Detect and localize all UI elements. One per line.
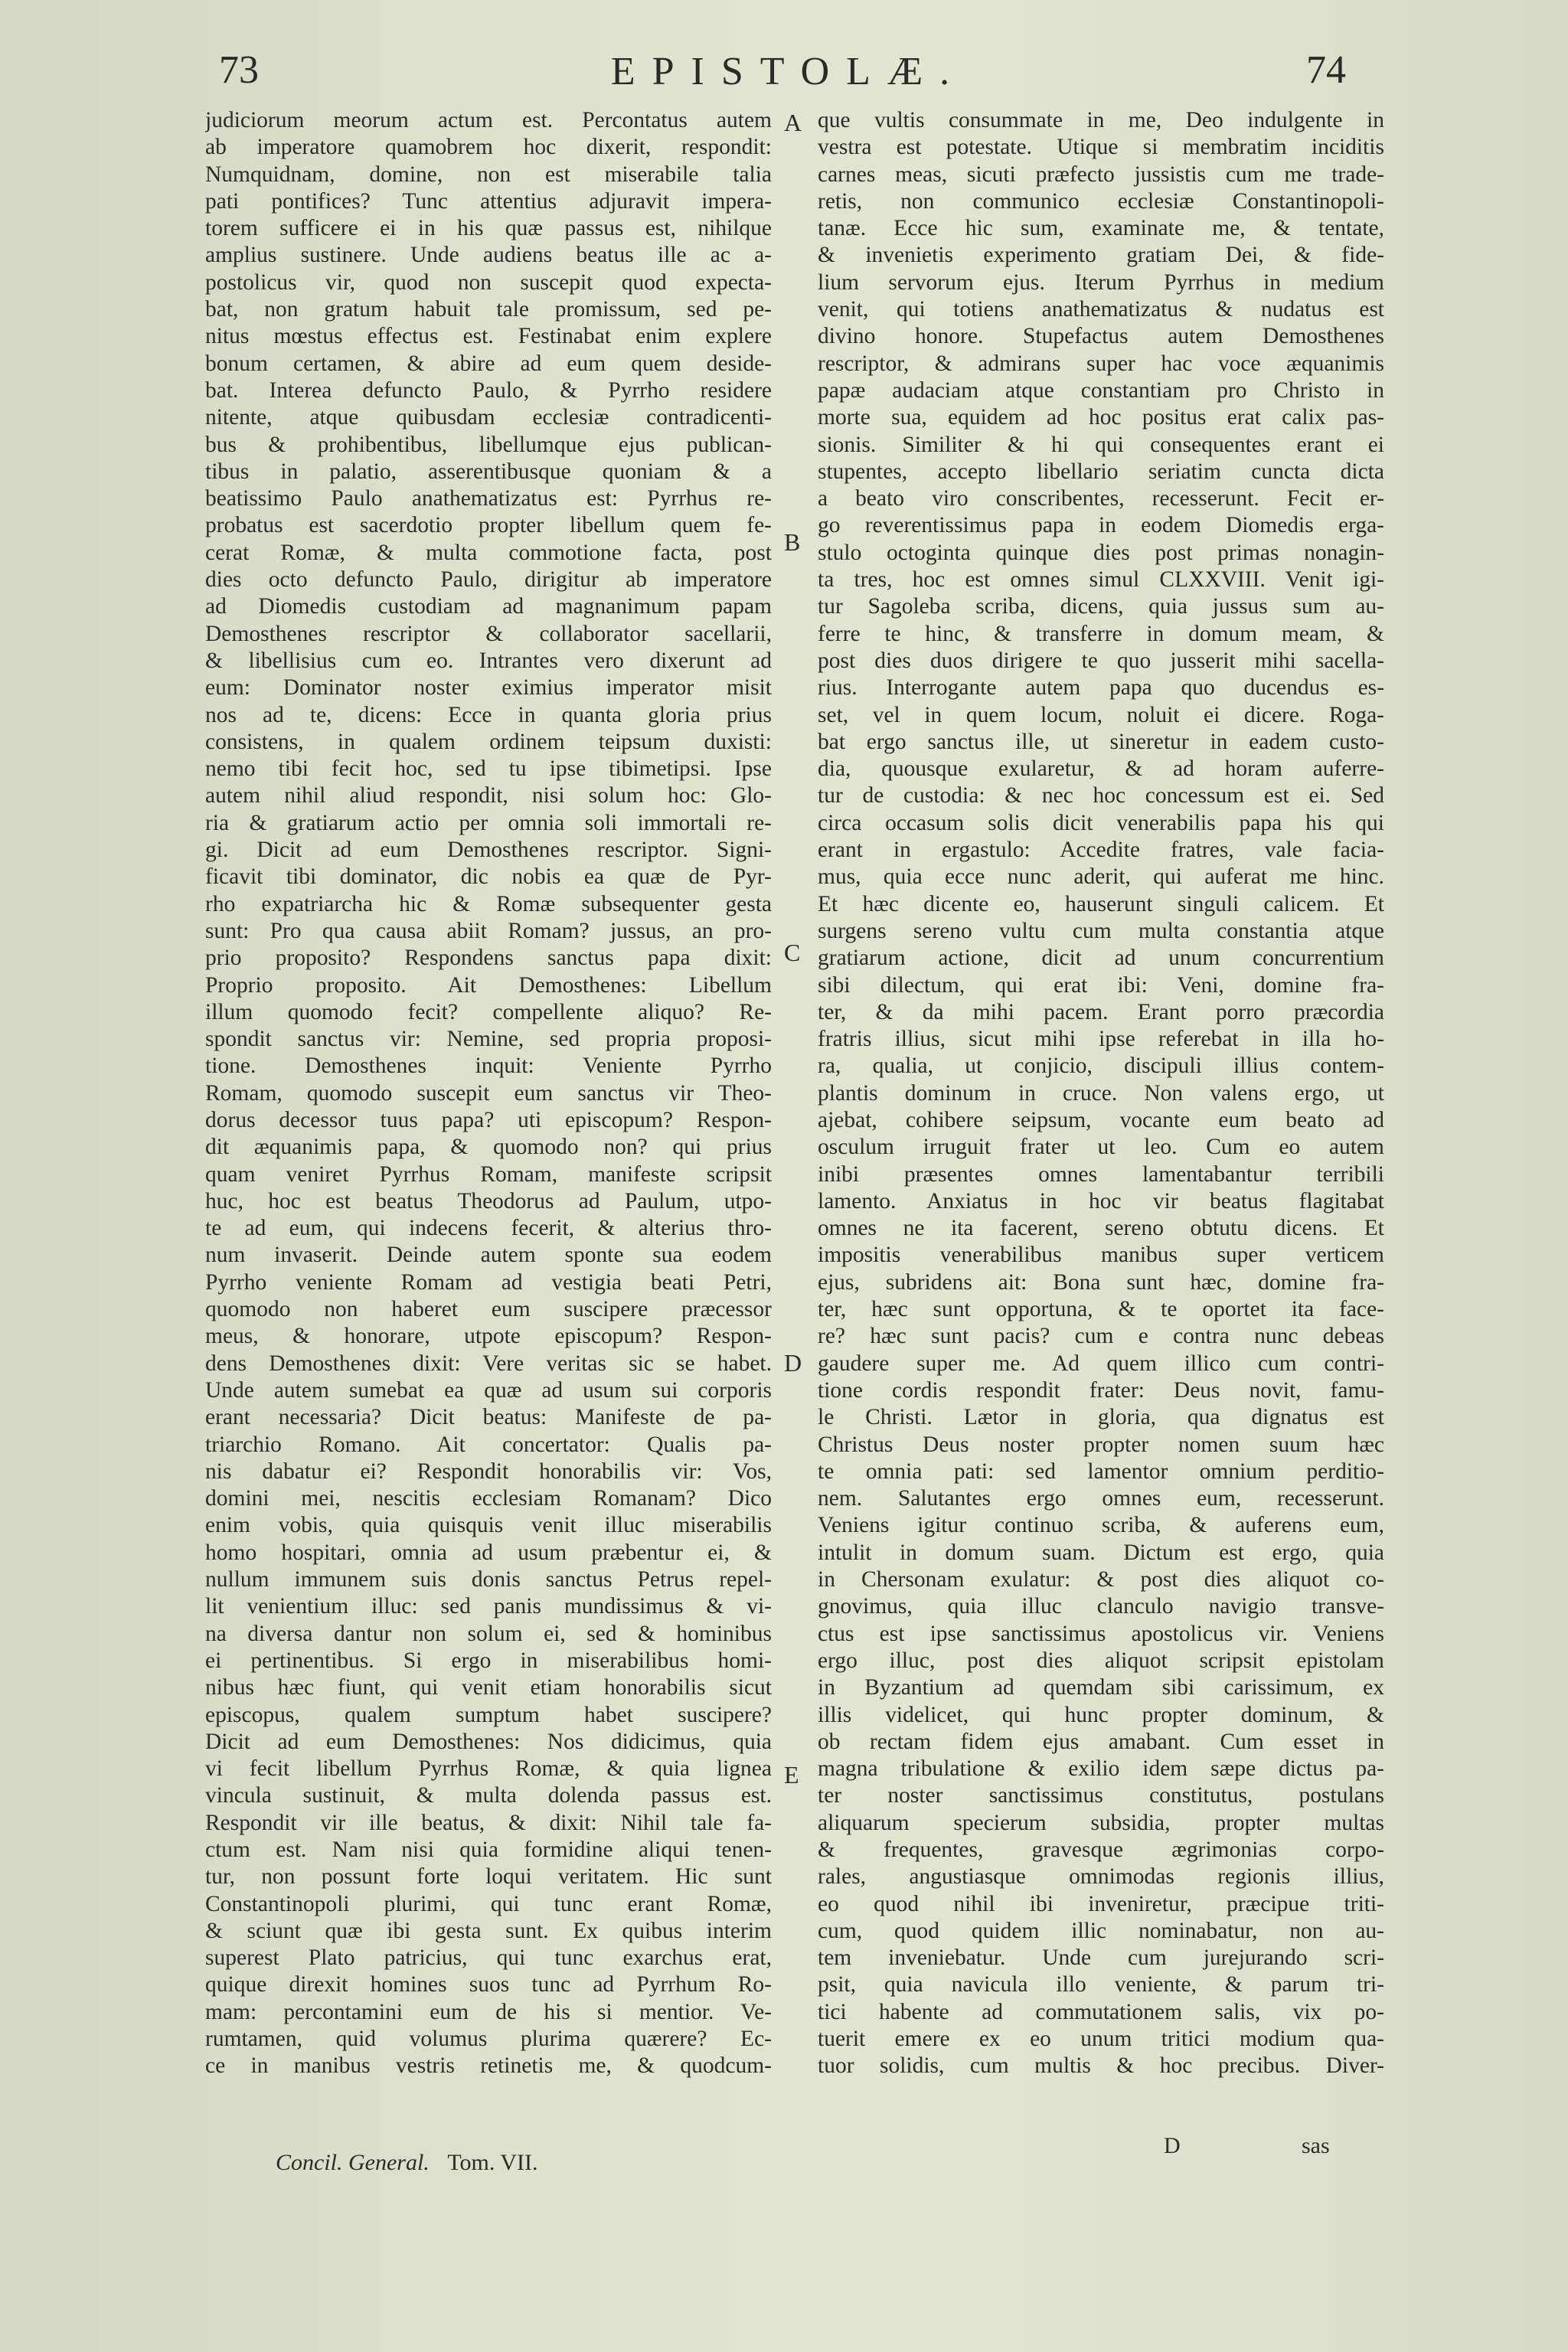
text-line: & invenietis experimento gratiam Dei, & fide- — [818, 243, 1384, 268]
text-line: fratris illius, sicut mihi ipse referebat in illa ho- — [818, 1027, 1384, 1052]
text-line: nos ad te, dicens: Ecce in quanta gloria prius — [205, 702, 772, 727]
text-line: rho expatriarcha hic & Romæ subsequenter gesta — [205, 891, 772, 916]
text-line: nitus mœstus effectus est. Festinabat enim explere — [205, 324, 772, 349]
text-line: tanæ. Ecce hic sum, examinate me, & tentate, — [818, 216, 1384, 241]
text-line: sunt: Pro qua causa abiit Romam? jussus, an pro- — [205, 918, 772, 943]
text-line: tur Sagoleba scriba, dicens, quia jussus sum au- — [818, 594, 1384, 619]
text-line: gaudere super me. Ad quem illico cum contri- — [818, 1351, 1384, 1376]
text-line: morte sua, equidem ad hoc positus erat calix pas- — [818, 405, 1384, 430]
text-line: prio proposito? Respondens sanctus papa dixit: — [205, 946, 772, 971]
text-line: tur de custodia: & nec hoc concessum est ei. Sed — [818, 783, 1384, 808]
signature-tom: Tom. VII. — [447, 2150, 538, 2175]
text-line: quique direxit homines suos tunc ad Pyrrhum Ro- — [205, 1972, 772, 1998]
text-line: re? hæc sunt pacis? cum e contra nunc debeas — [818, 1324, 1384, 1349]
text-line: tem inveniebatur. Unde cum jurejurando scri- — [818, 1945, 1384, 1971]
text-line: ajebat, cohibere seipsum, vocante eum beato ad — [818, 1107, 1384, 1132]
text-line: venit, qui totiens anathematizatus & nudatus est — [818, 297, 1384, 322]
text-line: Numquidnam, domine, non est miserabile talia — [205, 162, 772, 187]
text-line: carnes meas, sicuti præfecto jussistis cum me trade- — [818, 162, 1384, 187]
text-line: judiciorum meorum actum est. Percontatus autem — [205, 108, 772, 132]
text-line: ferre te hinc, & transferre in domum meam, & — [818, 621, 1384, 646]
text-line: gnovimus, quia illuc clanculo navigio transve- — [818, 1594, 1384, 1619]
text-line: ta tres, hoc est omnes simul CLXXVIII. Venit igi- — [818, 567, 1384, 593]
running-title: EPISTOLÆ. — [610, 50, 967, 93]
text-line: erant in ergastulo: Accedite fratres, vale facia- — [818, 838, 1384, 863]
text-line: dit æquanimis papa, & quomodo non? qui prius — [205, 1135, 772, 1160]
text-line: rumtamen, quid volumus plurima quærere? Ec- — [205, 2027, 772, 2052]
text-line: mus, quia ecce nunc aderit, qui auferat me hinc. — [818, 864, 1384, 890]
text-line: episcopus, qualem sumptum habet suscipere? — [205, 1702, 772, 1727]
margin-letter-b: B — [784, 528, 801, 556]
text-line: Veniens igitur continuo scriba, & auferens eum, — [818, 1513, 1384, 1538]
text-line: gratiarum actione, dicit ad unum concurrentium — [818, 946, 1384, 971]
text-line: num invaserit. Deinde autem sponte sua eodem — [205, 1243, 772, 1268]
text-line: ficavit tibi dominator, dic nobis ea quæ de Pyr- — [205, 864, 772, 890]
text-line: & frequentes, gravesque ægrimonias corpo- — [818, 1838, 1384, 1862]
margin-letter-e: E — [784, 1761, 799, 1788]
text-line: quam veniret Pyrrhus Romam, manifeste scripsit — [205, 1161, 772, 1187]
text-line: aliquarum specierum subsidia, propter multas — [818, 1810, 1384, 1835]
text-line: in Chersonam exulatur: & post dies aliquot co- — [818, 1567, 1384, 1592]
text-line: te ad eum, qui indecens fecerit, & alterius thro- — [205, 1216, 772, 1241]
text-line: ce in manibus vestris retinetis me, & quodcum- — [205, 2053, 772, 2079]
text-line: Christus Deus noster propter nomen suum hæc — [818, 1432, 1384, 1457]
text-line: intulit in domum suam. Dictum est ergo, quia — [818, 1540, 1384, 1565]
text-line: lium servorum ejus. Iterum Pyrrhus in medium — [818, 270, 1384, 295]
text-line: homo hospitari, omnia ad usum præbentur ei, & — [205, 1540, 772, 1565]
text-line: sionis. Similiter & hi qui consequentes erant ei — [818, 432, 1384, 457]
text-line: enim vobis, quia quisquis venit illuc miserabilis — [205, 1513, 772, 1538]
text-line: illis videlicet, qui hunc propter dominum, & — [818, 1702, 1384, 1727]
page-number-left: 73 — [219, 48, 259, 92]
text-line: dens Demosthenes dixit: Vere veritas sic se habet. — [205, 1351, 772, 1376]
text-line: probatus est sacerdotio propter libellum quem fe- — [205, 513, 772, 538]
text-line: spondit sanctus vir: Nemine, sed propria proposi- — [205, 1027, 772, 1052]
text-line: ab imperatore quamobrem hoc dixerit, respondit: — [205, 135, 772, 160]
text-line: Dicit ad eum Demosthenes: Nos didicimus, quia — [205, 1729, 772, 1754]
text-line: & libellisius cum eo. Intrantes vero dixerunt ad — [205, 648, 772, 673]
text-line: na diversa dantur non solum ei, sed & hominibus — [205, 1621, 772, 1646]
text-line: bat. Interea defuncto Paulo, & Pyrrho residere — [205, 377, 772, 403]
text-line: dia, quousque exularetur, & ad horam auferre- — [818, 756, 1384, 782]
text-line: triarchio Romano. Ait concertator: Qualis pa- — [205, 1432, 772, 1457]
text-line: dies octo defuncto Paulo, dirigitur ab imperatore — [205, 567, 772, 593]
signature-mark: D — [1164, 2133, 1181, 2158]
text-line: le Christi. Lætor in gloria, qua dignatus est — [818, 1405, 1384, 1430]
text-line: tione. Demosthenes inquit: Veniente Pyrrho — [205, 1054, 772, 1079]
text-line: ejus, subridens ait: Bona sunt hæc, domine fra- — [818, 1269, 1384, 1295]
text-line: Constantinopoli plurimi, qui tunc erant Romæ, — [205, 1891, 772, 1916]
text-line: Romam, quomodo suscepit eum sanctus vir Theo- — [205, 1080, 772, 1106]
text-line: surgens sereno vultu cum multa constantia atque — [818, 918, 1384, 943]
text-line: lamento. Anxiatus in hoc vir beatus flagitabat — [818, 1188, 1384, 1214]
text-line: ter noster sanctissimus constitutus, postulans — [818, 1783, 1384, 1808]
text-line: tibus in palatio, asserentibusque quoniam & a — [205, 459, 772, 484]
margin-letter-c: C — [784, 939, 801, 966]
text-line: ctus est ipse sanctissimus apostolicus vir. Veniens — [818, 1621, 1384, 1646]
text-line: que vultis consummate in me, Deo indulgente in — [818, 108, 1384, 132]
text-line: tuerit emere ex eo unum tritici modium qua- — [818, 2027, 1384, 2052]
text-line: tur, non possunt forte loqui veritatem. Hic sunt — [205, 1864, 772, 1890]
text-line: ter, hæc sunt opportuna, & te oportet ita face- — [818, 1297, 1384, 1322]
text-line: postolicus vir, quod non suscepit quod expecta- — [205, 270, 772, 295]
text-line: mam: percontamini eum de his si mentior. Ve- — [205, 1999, 772, 2024]
text-line: impositis venerabilibus manibus super verticem — [818, 1243, 1384, 1268]
text-line: bat ergo sanctus ille, ut sineretur in eadem custo- — [818, 729, 1384, 754]
text-line: vestra est potestate. Utique si membratim inciditis — [818, 135, 1384, 160]
page-number-right: 74 — [1306, 48, 1346, 92]
text-line: pati pontifices? Tunc attentius adjuravit impera- — [205, 188, 772, 214]
text-line: ob rectam fidem ejus amabant. Cum esset in — [818, 1729, 1384, 1754]
text-line: ad Diomedis custodiam ad magnanimum papam — [205, 594, 772, 619]
signature-title: Concil. General. — [276, 2150, 430, 2175]
text-line: sibi dilectum, qui erat ibi: Veni, domine fra- — [818, 972, 1384, 998]
text-line: psit, quia navicula illo veniente, & parum tri- — [818, 1972, 1384, 1998]
text-line: ctum est. Nam nisi quia formidine aliqui tenen- — [205, 1838, 772, 1862]
text-line: cum, quod quidem illic nominabatur, non au- — [818, 1918, 1384, 1943]
text-line: eo quod nihil ibi inveniretur, præcipue triti- — [818, 1891, 1384, 1916]
text-line: omnes ne ita facerent, sereno obtutu dicens. Et — [818, 1216, 1384, 1241]
text-line: Respondit vir ille beatus, & dixit: Nihil tale fa- — [205, 1810, 772, 1835]
text-line: ria & gratiarum actio per omnia soli immortali re- — [205, 810, 772, 835]
text-line: magna tribulatione & exilio idem sæpe dictus pa- — [818, 1756, 1384, 1782]
text-line: Demosthenes rescriptor & collaborator sacellarii, — [205, 621, 772, 646]
text-line: illum quomodo fecit? compellente aliquo? Re- — [205, 999, 772, 1024]
text-line: beatissimo Paulo anathematizatus est: Pyrrhus re- — [205, 486, 772, 511]
text-line: amplius sustinere. Unde audiens beatus ille ac a- — [205, 243, 772, 268]
text-line: in Byzantium ad quemdam sibi carissimum, ex — [818, 1675, 1384, 1700]
text-line: consistens, in qualem ordinem teipsum duxisti: — [205, 729, 772, 754]
text-line: nis dabatur ei? Respondit honorabilis vir: Vos, — [205, 1459, 772, 1484]
text-line: bonum certamen, & abire ad eum quem deside- — [205, 351, 772, 376]
text-line: rescriptor, & admirans super hac voce æquanimis — [818, 351, 1384, 376]
text-line: set, vel in quem locum, noluit ei dicere. Roga- — [818, 702, 1384, 727]
text-line: ter, & da mihi pacem. Erant porro præcordia — [818, 999, 1384, 1024]
text-line: plantis dominum in cruce. Non valens ergo, ut — [818, 1080, 1384, 1106]
text-line: tici habente ad commutationem salis, vix po- — [818, 1999, 1384, 2024]
text-line: lit venientium illuc: sed panis mundissimus & vi- — [205, 1594, 772, 1619]
text-line: nem. Salutantes ergo omnes eum, recesserunt. — [818, 1486, 1384, 1511]
left-text-column — [205, 107, 772, 2080]
text-line: ra, qualia, ut conjicio, discipuli illius contem- — [818, 1054, 1384, 1079]
signature-line — [276, 2150, 537, 2176]
right-text-column — [818, 107, 1384, 2080]
text-line: go reverentissimus papa in eodem Diomedis erga- — [818, 513, 1384, 538]
text-line: gi. Dicit ad eum Demosthenes rescriptor. Signi- — [205, 838, 772, 863]
text-line: post dies duos dirigere te quo jusserit mihi sacella- — [818, 648, 1384, 673]
text-line: te omnia pati: sed lamentor omnium perditio- — [818, 1459, 1384, 1484]
text-line: nibus hæc fiunt, qui venit etiam honorabilis sicut — [205, 1675, 772, 1700]
margin-letter-d: D — [784, 1349, 802, 1377]
text-line: retis, non communico ecclesiæ Constantinopoli- — [818, 188, 1384, 214]
text-line: tuor solidis, cum multis & hoc precibus. Diver- — [818, 2053, 1384, 2079]
text-line: papæ audaciam atque constantiam pro Christo in — [818, 377, 1384, 403]
text-line: dorus decessor tuus papa? uti episcopum? Respon- — [205, 1107, 772, 1132]
text-line: Et hæc dicente eo, hauserunt singuli calicem. Et — [818, 891, 1384, 916]
text-line: domini mei, nescitis ecclesiam Romanam? Dico — [205, 1486, 772, 1511]
text-line: autem nihil aliud respondit, nisi solum hoc: Glo- — [205, 783, 772, 808]
text-line: circa occasum solis dicit venerabilis papa his qui — [818, 810, 1384, 835]
catchword: sas — [1302, 2133, 1330, 2158]
text-line: inibi præsentes omnes lamentabantur terribili — [818, 1161, 1384, 1187]
text-line: torem sufficere ei in his quæ passus est, nihilque — [205, 216, 772, 241]
text-line: ergo illuc, post dies aliquot scripsit epistolam — [818, 1648, 1384, 1673]
text-line: huc, hoc est beatus Theodorus ad Paulum, utpo- — [205, 1188, 772, 1214]
text-line: nemo tibi fecit hoc, sed tu ipse tibimetipsi. Ipse — [205, 756, 772, 782]
text-line: bus & prohibentibus, libellumque ejus publican- — [205, 432, 772, 457]
text-line: cerat Romæ, & multa commotione facta, post — [205, 540, 772, 565]
text-line: stupentes, accepto libellario seriatim cuncta dicta — [818, 459, 1384, 484]
text-line: stulo octoginta quinque dies post primas nonagin- — [818, 540, 1384, 565]
text-line: Unde autem sumebat ea quæ ad usum sui corporis — [205, 1377, 772, 1403]
text-line: divino honore. Stupefactus autem Demosthenes — [818, 324, 1384, 349]
text-line: erant necessaria? Dicit beatus: Manifeste de pa- — [205, 1405, 772, 1430]
text-line: meus, & honorare, utpote episcopum? Respon- — [205, 1324, 772, 1349]
text-line: quomodo non haberet eum suscipere præcessor — [205, 1297, 772, 1322]
text-line: nitente, atque quibusdam ecclesiæ contradicenti- — [205, 405, 772, 430]
text-line: & sciunt quæ ibi gesta sunt. Ex quibus interim — [205, 1918, 772, 1943]
margin-letter-a: A — [784, 109, 802, 136]
text-line: osculum irruguit frater ut leo. Cum eo autem — [818, 1135, 1384, 1160]
text-line: rales, angustiasque omnimodas regionis illius, — [818, 1864, 1384, 1890]
text-line: nullum immunem suis donis sanctus Petrus repel- — [205, 1567, 772, 1592]
text-line: eum: Dominator noster eximius imperator misit — [205, 675, 772, 701]
text-line: vincula sustinuit, & multa dolenda passus est. — [205, 1783, 772, 1808]
text-line: bat, non gratum habuit tale promissum, sed pe- — [205, 297, 772, 322]
text-line: tione cordis respondit frater: Deus novit, famu- — [818, 1377, 1384, 1403]
text-line: a beato viro conscribentes, recesserunt. Fecit er- — [818, 486, 1384, 511]
text-line: superest Plato patricius, qui tunc exarchus erat, — [205, 1945, 772, 1971]
text-line: vi fecit libellum Pyrrhus Romæ, & quia lignea — [205, 1756, 772, 1782]
text-line: Proprio proposito. Ait Demosthenes: Libellum — [205, 972, 772, 998]
text-line: Pyrrho veniente Romam ad vestigia beati Petri, — [205, 1269, 772, 1295]
text-line: ei pertinentibus. Si ergo in miserabilibus homi- — [205, 1648, 772, 1673]
text-line: rius. Interrogante autem papa quo ducendus es- — [818, 675, 1384, 701]
